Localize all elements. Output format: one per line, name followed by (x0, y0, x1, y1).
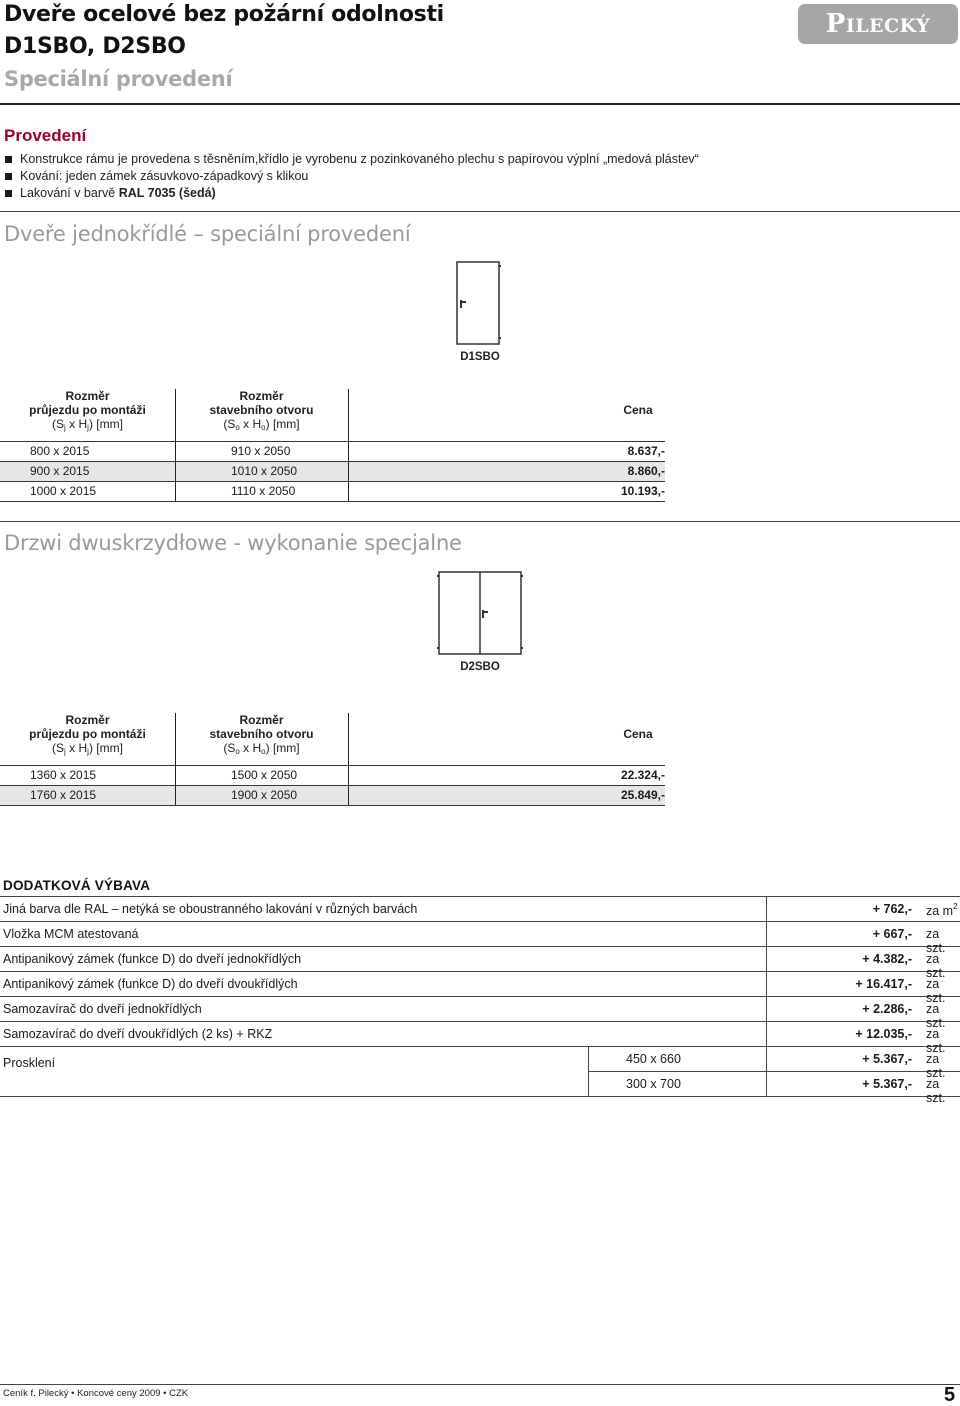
table-header (0, 713, 665, 765)
table-row: 800 x 2015 910 x 2050 8.637,- (0, 441, 665, 461)
extras-row: Samozavírač do dveří dvoukřídlých (2 ks) + RKZ + 12.035,- za szt. (0, 1022, 960, 1047)
provedeni-item-text: Lakování v barvě (20, 186, 116, 200)
header-price: Cena (623, 403, 653, 417)
table-row: 900 x 2015 1010 x 2050 8.860,- (0, 461, 665, 481)
footer-rule (0, 1384, 960, 1385)
section-divider (0, 521, 960, 522)
page-number: 5 (944, 1384, 956, 1406)
extras-row: Antipanikový zámek (funkce D) do dveří jednokřídlých + 4.382,- za szt. (0, 947, 960, 972)
table-row: 1000 x 2015 1110 x 2050 10.193,- (0, 481, 665, 501)
section-divider (0, 211, 960, 212)
provedeni-item: Konstrukce rámu je provedena s těsněním,křídlo je vyrobenu z pozinkovaného plechu s papírovou výplní „medová plástev“ (2, 151, 942, 168)
header-opening-size: Rozměr stavebního otvoru ($S_o$ x $H_o$) [mm] (209, 713, 314, 756)
extras-row: Antipanikový zámek (funkce D) do dveří dvoukřídlých + 16.417,- za szt. (0, 972, 960, 997)
logo-initial: P (825, 9, 846, 39)
header-price: Cena (623, 727, 653, 741)
provedeni-list (2, 151, 942, 202)
table-row: 1360 x 2015 1500 x 2050 22.324,- (0, 765, 665, 785)
double-door-drawing (436, 570, 526, 656)
header-opening-size: Rozměr stavebního otvoru ($S_o$ x $H_o$) [mm] (209, 389, 314, 432)
brand-logo (798, 4, 958, 44)
footer-text: Ceník f. Pilecký • Koncové ceny 2009 • CZK (3, 1388, 189, 1399)
header-passage-size: Rozměr průjezdu po montáži ($S_j$ x $H_j$) [mm] (29, 389, 146, 432)
page-title-line2: D1SBO, D2SBO (4, 34, 186, 59)
single-door-drawing (455, 260, 505, 346)
logo-rest: ILECKÝ (845, 15, 931, 37)
table-row: 1760 x 2015 1900 x 2050 25.849,- (0, 785, 665, 805)
double-door-model: D2SBO (460, 661, 500, 673)
header-passage-size: Rozměr průjezdu po montáži ($S_j$ x $H_j$) [mm] (29, 713, 146, 756)
single-door-model: D1SBO (460, 351, 500, 363)
provedeni-item (2, 185, 942, 202)
page-title-line1: Dveře ocelové bez požární odolnosti (4, 2, 444, 27)
glazing-option-row: 300 x 700 + 5.367,- za szt. (0, 1072, 960, 1097)
double-price-table (0, 713, 665, 806)
double-door-heading: Drzwi dwuskrzydłowe - wykonanie specjalne (4, 531, 462, 555)
glazing-label: Prosklení (3, 1056, 56, 1070)
table-header (0, 389, 665, 441)
single-price-table (0, 389, 665, 502)
header-divider (0, 103, 960, 105)
extras-row: Samozavírač do dveří jednokřídlých + 2.286,- za szt. (0, 997, 960, 1022)
provedeni-item-color: RAL 7035 (šedá) (118, 186, 216, 200)
glazing-option-row: 450 x 660 + 5.367,- za szt. (0, 1047, 960, 1072)
provedeni-heading: Provedení (4, 126, 87, 145)
provedeni-item: Kování: jeden zámek zásuvkovo-západkový s klikou (2, 168, 942, 185)
extras-heading: DODATKOVÁ VÝBAVA (3, 878, 151, 893)
extras-row: Jiná barva dle RAL – netýká se oboustranného lakování v různých barvách + 762,- za $m^2$ (0, 897, 960, 922)
single-door-heading: Dveře jednokřídlé – speciální provedení (4, 222, 411, 246)
extras-row: Vložka MCM atestovaná + 667,- za szt. (0, 922, 960, 947)
page-subtitle: Speciální provedení (4, 67, 233, 91)
